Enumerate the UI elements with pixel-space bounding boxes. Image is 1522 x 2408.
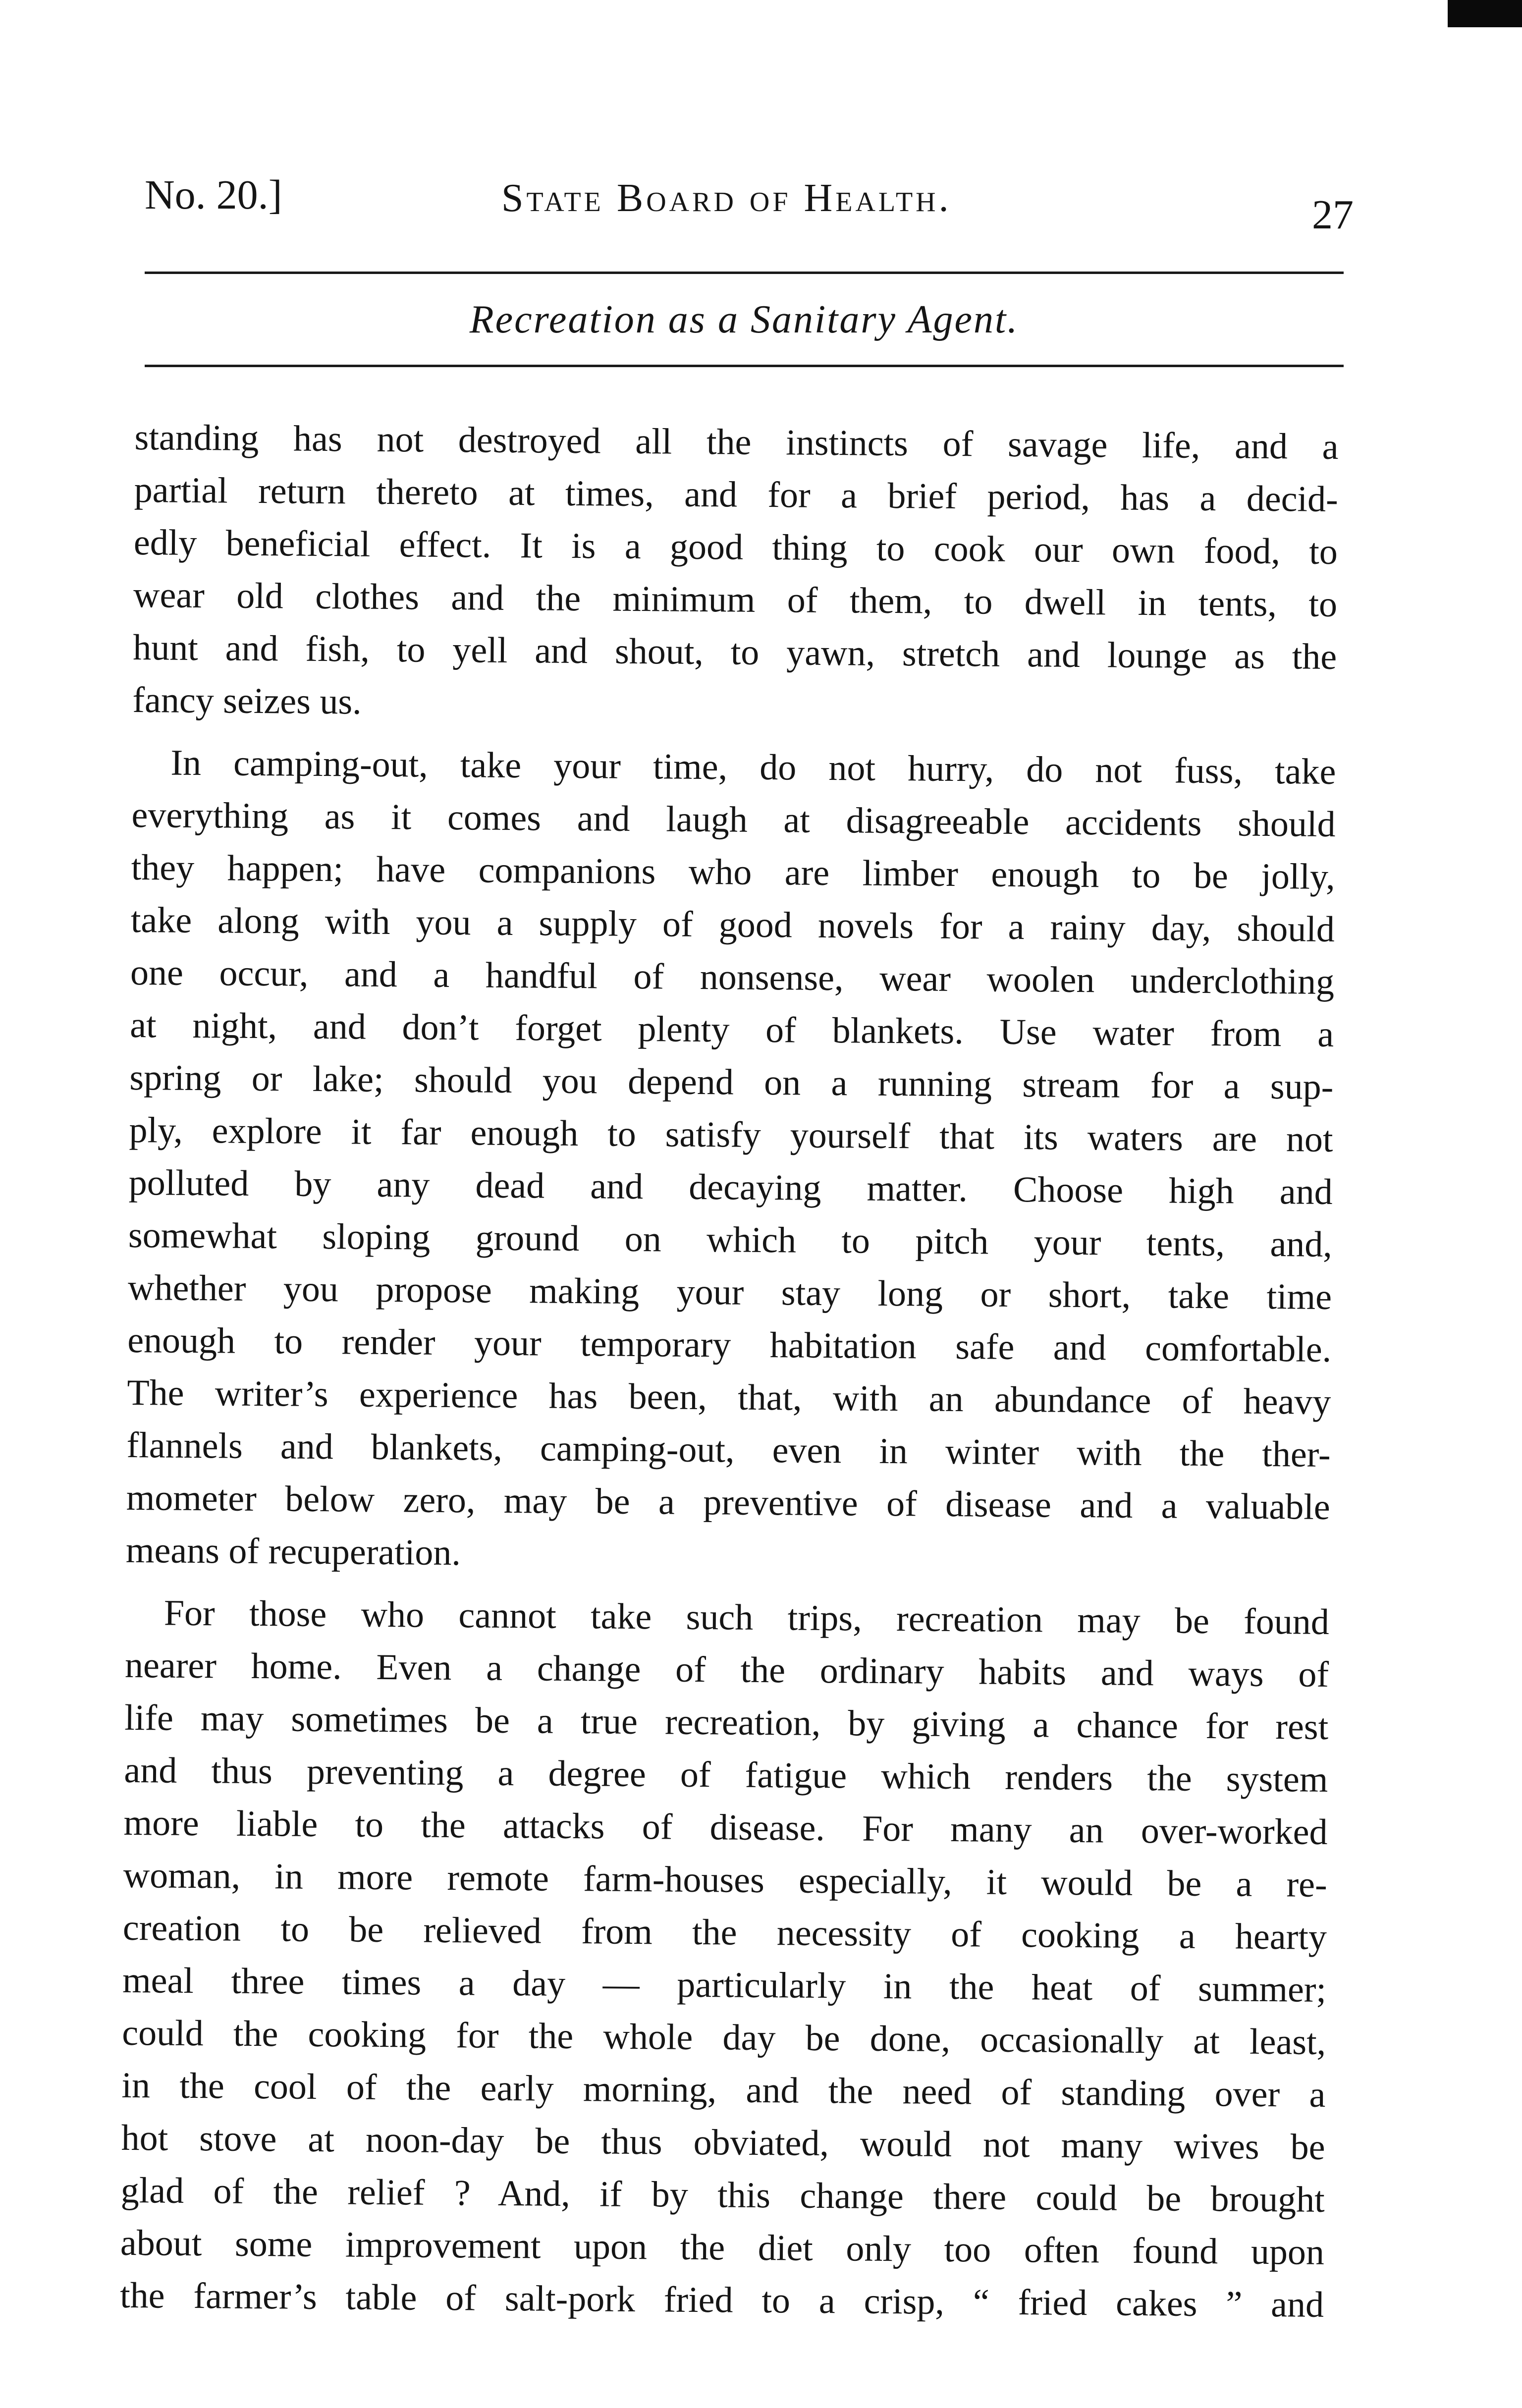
section-title: Recreation as a Sanitary Agent. [469,298,1019,341]
text-line: nearer home. Even a change of the ordinary habits and ways of [124,1644,1329,1696]
text-line: glad of the relief ? And, if by this change there could be brought [120,2170,1325,2220]
text-line: life may sometimes be a true recreation, by giving a chance for rest [124,1697,1329,1748]
text-line: fancy seizes us. [132,679,362,722]
running-head [145,156,1354,238]
page-number: 27 [1312,192,1354,238]
text-line: could the cooking for the whole day be done, occasionally at least, [121,2012,1326,2063]
text-line: For those who cannot take such trips, recreation may be found [163,1592,1330,1643]
header-rule-bottom [145,365,1344,367]
text-line: whether you propose making your stay long or short, take time [127,1267,1332,1318]
text-line: in the cool of the early morning, and the need of standing over a [121,2065,1326,2115]
text-line: about some improvement upon the diet only too often found upon [120,2222,1325,2273]
text-line: they happen; have companions who are limber enough to be jolly, [131,847,1336,898]
text-line: edly beneficial effect. It is a good thing to cook our own food, to [133,522,1338,573]
document-number: No. 20.] [145,172,282,218]
text-line: woman, in more remote farm-houses especially, it would be a re- [123,1855,1328,1905]
text-line: take along with you a supply of good novels for a rainy day, should [130,899,1335,950]
text-line: flannels and blankets, camping-out, even in winter with the ther- [126,1424,1331,1476]
text-line: somewhat sloping ground on which to pitch your tents, and, [128,1214,1333,1265]
paragraph-3 [120,1587,1330,2331]
paragraph-2 [126,736,1336,1586]
text-line: and thus preventing a degree of fatigue which renders the system [124,1750,1328,1800]
text-line: The writer’s experience has been, that, with an abundance of heavy [127,1372,1331,1423]
body-text [120,411,1339,2341]
paragraph-1 [132,411,1339,736]
text-line: the farmer’s table of salt-pork fried to a crisp, “ fried cakes ” and [119,2275,1324,2325]
text-line: wear old clothes and the minimum of them, to dwell in tents, to [133,574,1338,625]
text-line: mometer below zero, may be a preventive of disease and a valuable [126,1477,1331,1528]
text-line: means of recuperation. [125,1530,461,1574]
text-line: meal three times a day — particularly in the heat of summer; [122,1960,1327,2010]
text-line: at night, and don’t forget plenty of blankets. Use water from a [129,1004,1334,1055]
text-line: ply, explore it far enough to satisfy yourself that its waters are not [129,1109,1333,1160]
text-line: partial return thereto at times, and for a brief period, has a decid- [134,469,1338,520]
text-line: In camping-out, take your time, do not hurry, do not fuss, take [170,742,1336,793]
header-rule-top [145,272,1344,274]
text-line: everything as it comes and laugh at disagreeable accidents should [131,794,1336,845]
text-line: creation to be relieved from the necessity of cooking a hearty [122,1907,1327,1958]
text-line: spring or lake; should you depend on a running stream for a sup- [129,1057,1334,1108]
text-line: hot stove at noon-day be thus obviated, would not many wives be [121,2117,1325,2168]
text-line: hunt and fish, to yell and shout, to yawn, stretch and lounge as the [132,627,1337,678]
text-line: polluted by any dead and decaying matter. Choose high and [128,1162,1333,1213]
text-line: more liable to the attacks of disease. For many an over-worked [123,1802,1328,1853]
scan-corner-mark [1448,0,1522,27]
text-line: enough to render your temporary habitation safe and comfortable. [127,1319,1332,1370]
publisher-title: State Board of Health. [501,176,952,220]
text-line: standing has not destroyed all the instincts of savage life, and a [134,417,1339,468]
text-line: one occur, and a handful of nonsense, wear woolen underclothing [130,952,1335,1003]
